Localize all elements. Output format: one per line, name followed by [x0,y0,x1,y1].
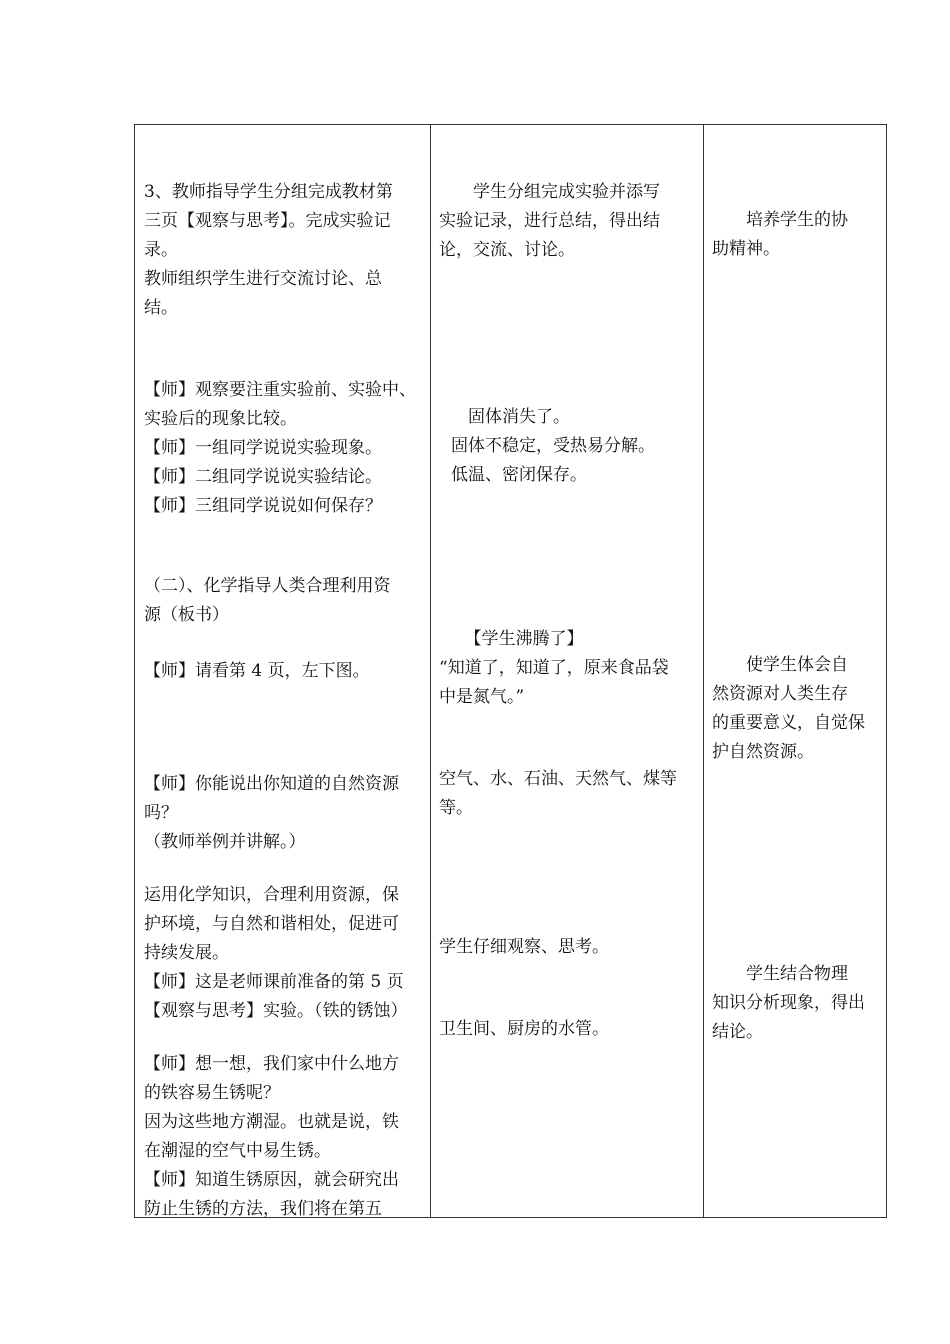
apply-text: 运用化学知识，合理利用资源，保 护环境，与自然和谐相处，促进可 持续发展。 【师】这是老师课前准备的第 5 页 【观察与思考】实验。（铁的锈蚀） [144,885,408,1021]
solid-text: 固体消失了。 固体不稳定，受热易分解。 低温、密闭保存。 [451,407,655,485]
physics-text: 学生结合物理 知识分析现象，得出 结论。 [712,964,865,1042]
design-intent-column [704,125,887,1217]
lesson-table [134,124,887,1218]
student-activity-column [431,125,703,1217]
cooperate-text: 培养学生的协 助精神。 [712,210,848,259]
observe-answer: 学生仔细观察、思考。 [439,937,609,957]
step3-text: 3、教师指导学生分组完成教材第 三页【观察与思考】。完成实验记 录。 教师组织学生进行交流讨论、总 结。 [144,182,393,318]
nature-text: 使学生体会自 然资源对人类生存 的重要意义，自觉保 护自然资源。 [712,655,865,762]
resources-text: 【师】你能说出你知道的自然资源 吗？ （教师举例并讲解。） [144,774,399,852]
page4-text: 【师】请看第 4 页，左下图。 [144,661,370,681]
observe-text: 【师】观察要注重实验前、实验中、 实验后的现象比较。 【师】一组同学说说实验现象。 【师】二组同学说说实验结论。 【师】三组同学说说如何保存？ [144,380,416,516]
pipes-answer: 卫生间、厨房的水管。 [439,1019,609,1039]
nitrogen-text: 【学生沸腾了】 “知道了，知道了，原来食品袋 中是氮气。” [439,629,669,707]
groupwork-text: 学生分组完成实验并添写 实验记录，进行总结，得出结 论，交流、讨论。 [439,182,660,260]
section2-heading: （二）、化学指导人类合理利用资 源（板书） [144,576,391,625]
teacher-activity-column [135,125,430,1217]
resources-answer: 空气、水、石油、天然气、煤等 等。 [439,769,677,818]
rust-text: 【师】想一想，我们家中什么地方 的铁容易生锈呢？ 因为这些地方潮湿。也就是说，铁 在潮湿的空气中易生锈。 【师】知道生锈原因，就会研究出 防止生锈的方法，我们将在第五 [144,1054,399,1219]
